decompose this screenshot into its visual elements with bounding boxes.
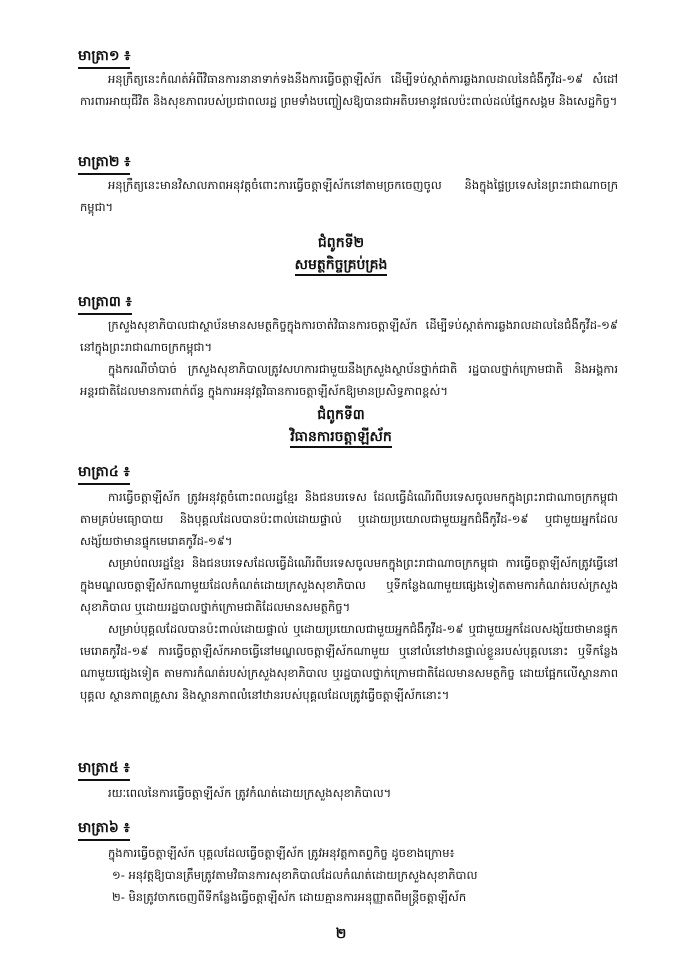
article-1-text: អនុក្រឹត្យនេះកំណត់អំពីវិធានការនានាទាក់ទងនឹងការធ្វើចត្តាឡីស័ក ដើម្បីទប់ស្កាត់ការឆ្លងរាលដាលនៃជំងឺកូវីដ-១៩ សំដៅការពារអាយុជីវិត និងសុខភាពរបស់ប្រជាពលរដ្ឋ ព្រមទាំងបញ្ចៀសឱ្យបានជាអតិបរមានូវផលប៉ះពាល់ដល់ផ្នែកសង្គម និងសេដ្ឋកិច្ច។ bbox=[80, 72, 618, 108]
article-6-list-item: ១- អនុវត្តឱ្យបានត្រឹមត្រូវតាមវិធានការសុខាភិបាលដែលកំណត់ដោយក្រសួងសុខាភិបាល bbox=[112, 868, 478, 882]
chapter-3-title bbox=[0, 426, 682, 448]
article-3-heading: មាត្រា៣ ៖ bbox=[78, 292, 132, 315]
article-6-heading: មាត្រា៦ ៖ bbox=[78, 818, 130, 841]
chapter-2-title-text: សមត្ថកិច្ចគ្រប់គ្រង bbox=[295, 257, 388, 276]
article-1-heading: មាត្រា១ ៖ bbox=[78, 46, 130, 69]
article-6-list-item: ២- មិនត្រូវចាកចេញពីទីកន្លែងធ្វើចត្តាឡីស័ក ដោយគ្មានការអនុញ្ញាតពីមន្ត្រីចត្តាឡីស័ក bbox=[112, 890, 467, 904]
chapter-2-number: ជំពូកទី២ bbox=[317, 235, 365, 251]
chapter-3-title-text: វិធានការចត្តាឡីស័ក bbox=[290, 429, 392, 448]
article-4-paragraph-2: សម្រាប់ពលរដ្ឋខ្មែរ និងជនបរទេសដែលធ្វើដំណើរពីបរទេសចូលមកក្នុងព្រះរាជាណាចក្រកម្ពុជា ការធ្វើចត្តាឡីស័កត្រូវធ្វើនៅក្នុងមណ្ឌលចត្តាឡីស័កណាមួយដែលកំណត់ដោយក្រសួងសុខាភិបាល ឬទីកន្លែងណាមួយផ្សេងទៀតតាមការកំណត់របស់ក្រសួងសុខាភិបាល ឬដោយរដ្ឋបាលថ្នាក់ក្រោមជាតិដែលមានសមត្ថកិច្ច។ bbox=[80, 556, 618, 614]
article-6-text: ក្នុងការធ្វើចត្តាឡីស័ក បុគ្គលដែលធ្វើចត្តាឡីស័ក ត្រូវអនុវត្តកាតព្វកិច្ច ដូចខាងក្រោម៖ bbox=[108, 846, 455, 860]
article-2-text: អនុក្រឹត្យនេះមានវិសាលភាពអនុវត្តចំពោះការធ្វើចត្តាឡីស័កនៅតាមច្រកចេញចូល និងក្នុងផ្ទៃប្រទេសនៃព្រះរាជាណាចក្រកម្ពុជា។ bbox=[80, 178, 618, 214]
chapter-3-number: ជំពូកទី៣ bbox=[317, 407, 365, 423]
article-3-paragraph-2: ក្នុងករណីចាំបាច់ ក្រសួងសុខាភិបាលត្រូវសហការជាមួយនឹងក្រសួងស្ថាប័នថ្នាក់ជាតិ រដ្ឋបាលថ្នាក់ក្រោមជាតិ និងអង្គការអន្តរជាតិដែលមានការពាក់ព័ន្ធ ក្នុងការអនុវត្តវិធានការចត្តាឡីស័កឱ្យមានប្រសិទ្ធភាពខ្ពស់។ bbox=[80, 362, 618, 398]
article-4-paragraph-3: សម្រាប់បុគ្គលដែលបានប៉ះពាល់ដោយផ្ទាល់ ឬដោយប្រយោលជាមួយអ្នកជំងឺកូវីដ-១៩ ឬជាមួយអ្នកដែលសង្ស័យថាមានផ្ទុកមេរោគកូវីដ-១៩ ការធ្វើចត្តាឡីស័កអាចធ្វើនៅមណ្ឌលចត្តាឡីស័កណាមួយ ឬនៅលំនៅឋានផ្ទាល់ខ្លួនរបស់បុគ្គលនោះ ឬទីកន្លែងណាមួយផ្សេងទៀត តាមការកំណត់របស់ក្រសួងសុខាភិបាល ឬរដ្ឋបាលថ្នាក់ក្រោមជាតិដែលមានសមត្ថកិច្ច ដោយផ្អែកលើស្ថានភាពបុគ្គល ស្ថានភាពគ្រួសារ និងស្ថានភាពលំនៅឋានរបស់បុគ្គលដែលត្រូវធ្វើចត្តាឡីស័កនោះ។ bbox=[80, 622, 618, 702]
article-4-heading: មាត្រា៤ ៖ bbox=[78, 462, 130, 485]
article-5-heading: មាត្រា៥ ៖ bbox=[78, 758, 130, 781]
article-2-heading: មាត្រា២ ៖ bbox=[78, 152, 130, 175]
article-5-text: រយៈពេលនៃការធ្វើចត្តាឡីស័ក ត្រូវកំណត់ដោយក្រសួងសុខាភិបាល។ bbox=[108, 786, 392, 800]
page-number: ២ bbox=[335, 926, 347, 942]
chapter-2-title bbox=[0, 254, 682, 276]
article-3-paragraph-1: ក្រសួងសុខាភិបាលជាស្ថាប័នមានសមត្ថកិច្ចក្នុងការចាត់វិធានការចត្តាឡីស័ក ដើម្បីទប់ស្កាត់ការឆ្លងរាលដាលនៃជំងឺកូវីដ-១៩ នៅក្នុងព្រះរាជាណាចក្រកម្ពុជា។ bbox=[80, 318, 618, 354]
article-4-paragraph-1: ការធ្វើចត្តាឡីស័ក ត្រូវអនុវត្តចំពោះពលរដ្ឋខ្មែរ និងជនបរទេស ដែលធ្វើដំណើរពីបរទេសចូលមកក្នុងព្រះរាជាណាចក្រកម្ពុជាតាមគ្រប់មធ្យោបាយ និងបុគ្គលដែលបានប៉ះពាល់ដោយផ្ទាល់ ឬដោយប្រយោលជាមួយអ្នកជំងឺកូវីដ-១៩ ឬជាមួយអ្នកដែលសង្ស័យថាមានផ្ទុកមេរោគកូវីដ-១៩។ bbox=[80, 490, 618, 548]
